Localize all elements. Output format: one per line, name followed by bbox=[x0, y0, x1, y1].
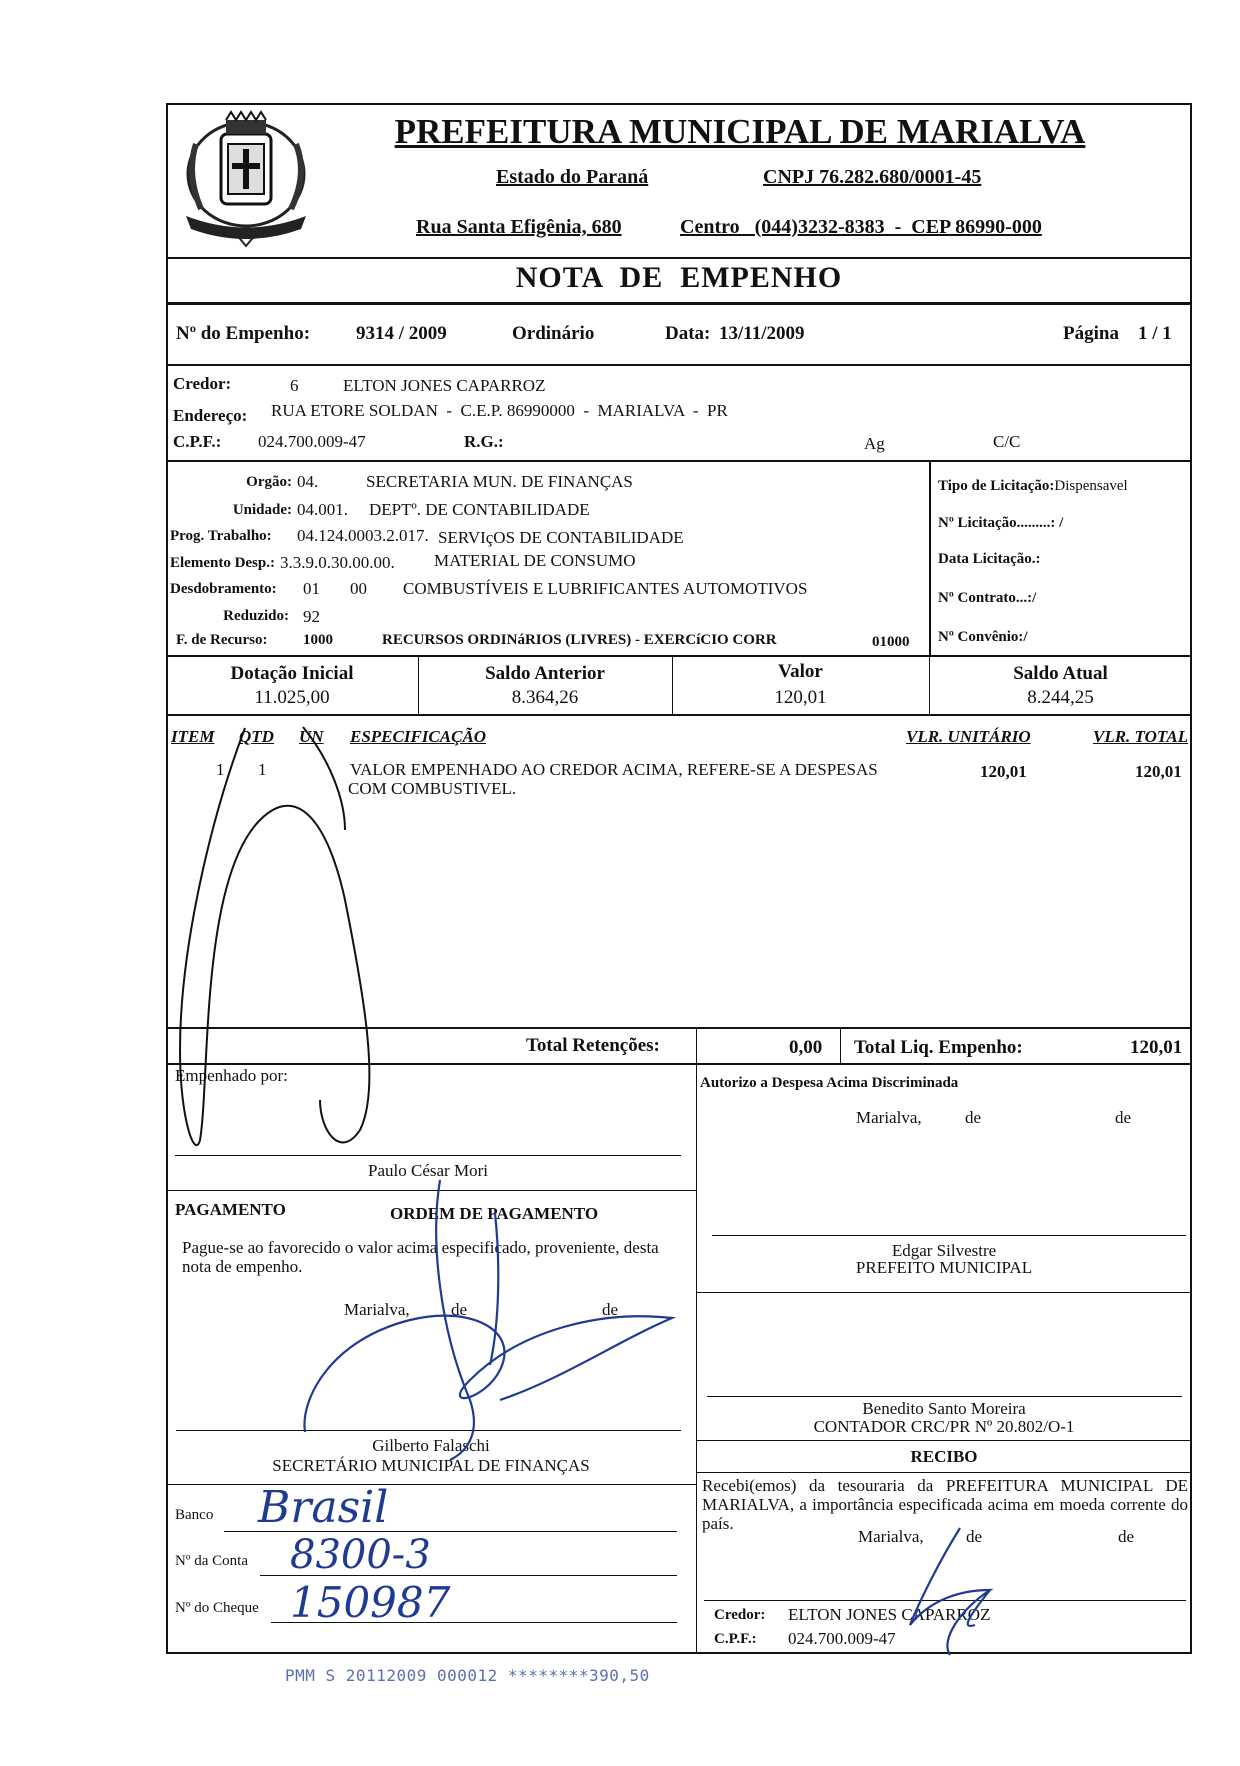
cheque-value: 150987 bbox=[290, 1578, 451, 1627]
prog-name: SERVIçOS DE CONTABILIDADE bbox=[438, 528, 684, 547]
empenho-type: Ordinário bbox=[512, 323, 595, 344]
data-licitacao: Data Licitação.: bbox=[938, 551, 1041, 567]
recibo-de1: de bbox=[966, 1527, 983, 1546]
contador-title: CONTADOR CRC/PR Nº 20.802/O-1 bbox=[813, 1417, 1075, 1436]
org-name: PREFEITURA MUNICIPAL DE MARIALVA bbox=[394, 112, 1086, 151]
prog-label: Prog. Trabalho: bbox=[170, 528, 272, 544]
recibo-cpf-label: C.P.F.: bbox=[714, 1631, 757, 1647]
banco-label: Banco bbox=[175, 1507, 214, 1523]
empenhado-label: Empenhado por: bbox=[175, 1066, 288, 1085]
address: Rua Santa Efigênia, 680 bbox=[416, 216, 622, 238]
item-vlr-total: 120,01 bbox=[1135, 762, 1182, 781]
credor-address: RUA ETORE SOLDAN - C.E.P. 86990000 - MARIALVA - PR bbox=[271, 401, 728, 420]
recurso-code: 1000 bbox=[303, 632, 333, 648]
col-vlr-total-header: VLR. TOTAL bbox=[1093, 727, 1189, 746]
autorizacao-label: Autorizo a Despesa Acima Discriminada bbox=[700, 1075, 959, 1091]
recurso-code2: 01000 bbox=[872, 634, 910, 650]
numero-licitacao: Nº Licitação.........: / bbox=[938, 515, 1064, 531]
recurso-name: RECURSOS ORDINáRIOS (LIVRES) - EXERCíCIO CORR bbox=[382, 632, 777, 648]
reduzido-value: 92 bbox=[303, 607, 320, 626]
unidade-name: DEPTº. DE CONTABILIDADE bbox=[369, 500, 590, 519]
desdobramento-label: Desdobramento: bbox=[170, 581, 277, 597]
recibo-credor-label: Credor: bbox=[714, 1607, 766, 1623]
recibo-title: RECIBO bbox=[910, 1447, 978, 1466]
document-title: NOTA DE EMPENHO bbox=[515, 261, 843, 294]
col-un-header: UN bbox=[299, 727, 324, 746]
conta-value: 8300-3 bbox=[290, 1532, 431, 1578]
prefeito-name: Edgar Silvestre bbox=[891, 1241, 997, 1260]
page-label: Página bbox=[1063, 323, 1119, 344]
conta-label: Nº da Conta bbox=[175, 1553, 248, 1569]
orgao-name: SECRETARIA MUN. DE FINANÇAS bbox=[366, 472, 633, 491]
cheque-label: Nº do Cheque bbox=[175, 1600, 259, 1616]
empenho-number-label: Nº do Empenho: bbox=[176, 323, 311, 344]
state-name: Estado do Paraná bbox=[496, 166, 649, 188]
item-espec-line1: VALOR EMPENHADO AO CREDOR ACIMA, REFERE-SE A DESPESAS bbox=[350, 760, 878, 779]
tipo-licitacao-value: Dispensavel bbox=[1054, 478, 1128, 494]
col-vlr-unit-header: VLR. UNITÁRIO bbox=[906, 727, 1031, 746]
elemento-name: MATERIAL DE CONSUMO bbox=[434, 551, 636, 570]
pagamento-label: PAGAMENTO bbox=[175, 1200, 286, 1219]
contador-name: Benedito Santo Moreira bbox=[862, 1399, 1026, 1418]
elemento-code: 3.3.9.0.30.00.00. bbox=[280, 553, 395, 572]
credor-cpf: 024.700.009-47 bbox=[258, 432, 366, 451]
recibo-cpf: 024.700.009-47 bbox=[788, 1629, 896, 1648]
date-label: Data: bbox=[665, 323, 711, 344]
credor-name: ELTON JONES CAPARROZ bbox=[343, 376, 546, 395]
page-number: 1 / 1 bbox=[1138, 323, 1172, 344]
elemento-label: Elemento Desp.: bbox=[170, 555, 275, 571]
col-espec-header: ESPECIFICAÇÃO bbox=[350, 727, 487, 746]
col-item-header: ITEM bbox=[171, 727, 215, 746]
secretario-title: SECRETÁRIO MUNICIPAL DE FINANÇAS bbox=[272, 1456, 590, 1475]
empenho-number: 9314 / 2009 bbox=[356, 323, 447, 344]
valor-label: Valor bbox=[778, 661, 823, 682]
recibo-credor-name: ELTON JONES CAPARROZ bbox=[788, 1605, 991, 1624]
numero-convenio: Nº Convênio:/ bbox=[938, 629, 1028, 645]
tipo-licitacao-label: Tipo de Licitação: bbox=[938, 478, 1055, 494]
col-qtd-header: QTD bbox=[239, 727, 274, 746]
empenho-date: 13/11/2009 bbox=[719, 323, 805, 344]
unidade-label: Unidade: bbox=[232, 502, 292, 518]
recibo-line2: MARIALVA, a importância especificada acima em moeda corrente do bbox=[702, 1495, 1188, 1514]
orgao-code: 04. bbox=[297, 472, 319, 491]
dotacao-label: Dotação Inicial bbox=[230, 663, 354, 684]
recibo-de2: de bbox=[1118, 1527, 1135, 1546]
pagamento-de2: de bbox=[602, 1300, 619, 1319]
recibo-line1: Recebi(emos) da tesouraria da PREFEITURA MUNICIPAL DE bbox=[702, 1476, 1188, 1495]
endereco-label: Endereço: bbox=[173, 406, 248, 425]
item-number: 1 bbox=[216, 760, 225, 779]
desdobramento-a: 01 bbox=[303, 579, 320, 598]
item-vlr-unit: 120,01 bbox=[980, 762, 1027, 781]
secretario-name: Gilberto Falaschi bbox=[372, 1436, 490, 1455]
item-espec-line2: COM COMBUSTIVEL. bbox=[348, 779, 517, 798]
pagamento-de1: de bbox=[451, 1300, 468, 1319]
autorizacao-de1: de bbox=[965, 1108, 982, 1127]
prog-code: 04.124.0003.2.017. bbox=[297, 526, 429, 545]
desdobramento-name: COMBUSTÍVEIS E LUBRIFICANTES AUTOMOTIVOS bbox=[403, 579, 808, 598]
saldo-anterior-value: 8.364,26 bbox=[511, 687, 579, 708]
recibo-line3: país. bbox=[702, 1514, 734, 1533]
rg-label: R.G.: bbox=[464, 432, 504, 451]
orgao-label: Orgão: bbox=[246, 474, 292, 490]
bank-processing-stamp: PMM S 20112009 000012 ********390,50 bbox=[285, 1666, 650, 1685]
credor-label: Credor: bbox=[173, 374, 232, 393]
liquido-value: 120,01 bbox=[1130, 1037, 1183, 1058]
ag-label: Ag bbox=[864, 434, 885, 453]
desdobramento-b: 00 bbox=[350, 579, 367, 598]
pagamento-city: Marialva, bbox=[344, 1300, 410, 1319]
ordem-pagamento-label: ORDEM DE PAGAMENTO bbox=[390, 1204, 599, 1223]
reduzido-label: Reduzido: bbox=[223, 608, 289, 624]
saldo-anterior-label: Saldo Anterior bbox=[485, 663, 605, 684]
empenhado-name: Paulo César Mori bbox=[368, 1161, 488, 1180]
dotacao-value: 11.025,00 bbox=[254, 687, 330, 708]
prefeito-title: PREFEITO MUNICIPAL bbox=[855, 1258, 1033, 1277]
liquido-label: Total Liq. Empenho: bbox=[854, 1037, 1023, 1058]
recibo-city: Marialva, bbox=[858, 1527, 924, 1546]
retencoes-value: 0,00 bbox=[789, 1037, 823, 1058]
cnpj: CNPJ 76.282.680/0001-45 bbox=[763, 166, 982, 188]
credor-code: 6 bbox=[290, 376, 299, 395]
autorizacao-city: Marialva, bbox=[856, 1108, 922, 1127]
item-qtd: 1 bbox=[258, 760, 267, 779]
saldo-atual-label: Saldo Atual bbox=[1013, 663, 1108, 684]
saldo-atual-value: 8.244,25 bbox=[1027, 687, 1094, 708]
pagamento-text-line1: Pague-se ao favorecido o valor acima especificado, proveniente, desta bbox=[182, 1238, 659, 1257]
recurso-label: F. de Recurso: bbox=[176, 632, 268, 648]
numero-contrato: Nº Contrato...:/ bbox=[938, 590, 1037, 606]
pagamento-text-line2: nota de empenho. bbox=[182, 1257, 303, 1276]
cpf-label: C.P.F.: bbox=[173, 432, 222, 451]
cc-label: C/C bbox=[993, 432, 1021, 451]
unidade-code: 04.001. bbox=[297, 500, 348, 519]
autorizacao-de2: de bbox=[1115, 1108, 1132, 1127]
valor-value: 120,01 bbox=[774, 687, 827, 708]
banco-value: Brasil bbox=[258, 1482, 389, 1533]
retencoes-label: Total Retenções: bbox=[526, 1035, 660, 1056]
district-phone-cep: Centro (044)3232-8383 - CEP 86990-000 bbox=[680, 216, 1042, 238]
